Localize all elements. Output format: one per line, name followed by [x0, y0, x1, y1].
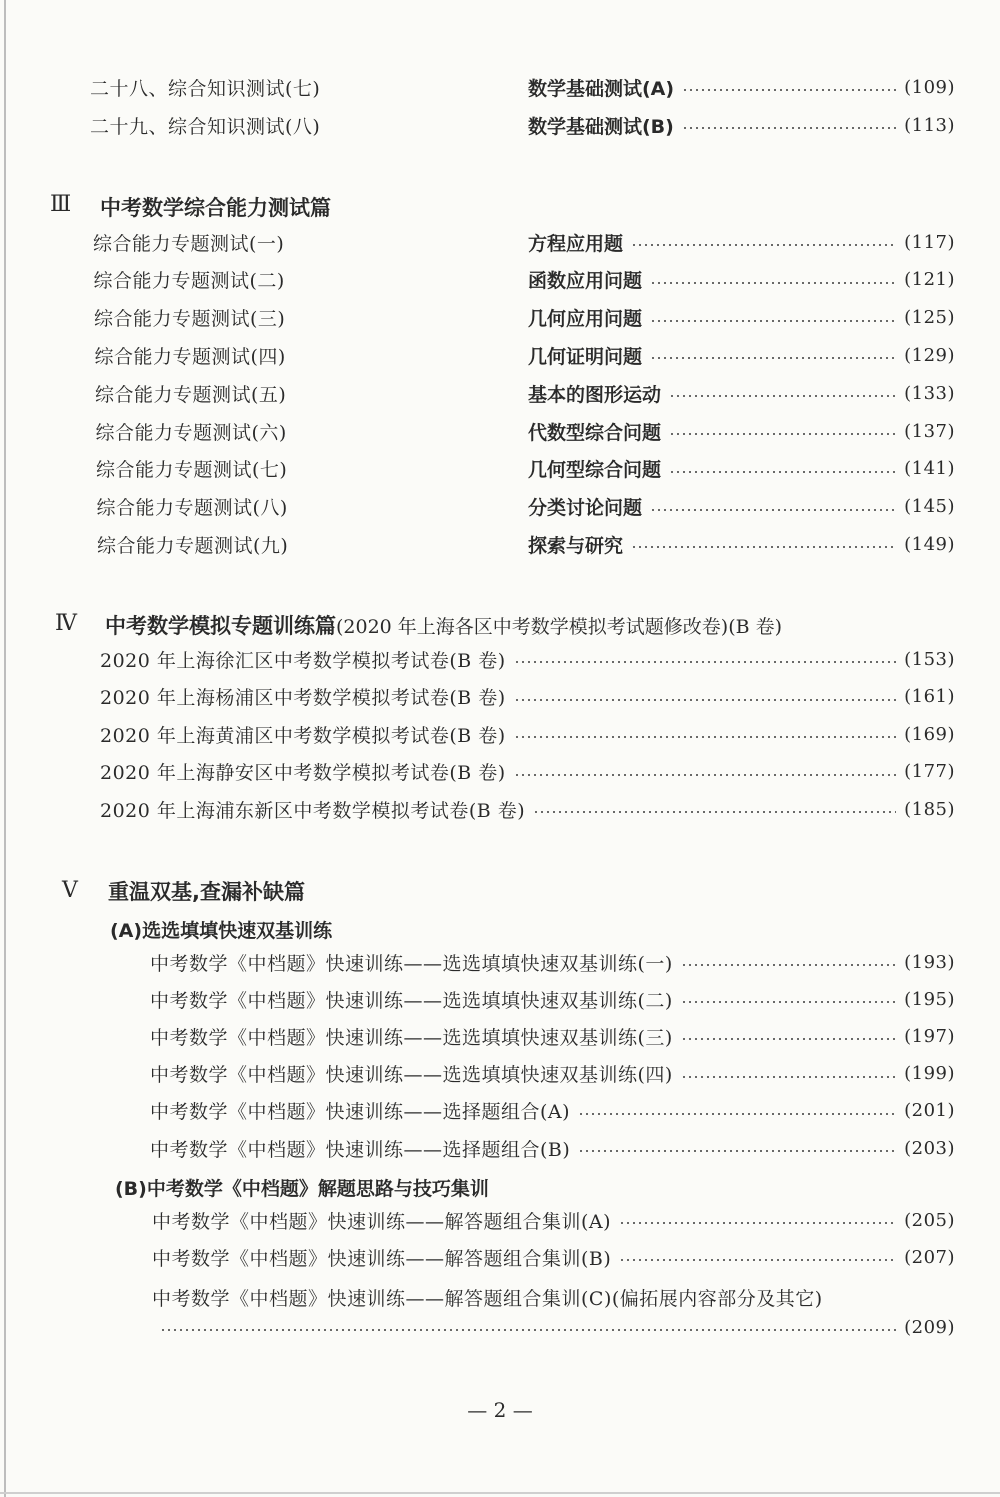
toc-row: [0, 680, 1000, 714]
page-number: (197): [904, 1025, 955, 1047]
dot-leader: [669, 433, 896, 435]
toc-entry[interactable]: [528, 414, 955, 448]
toc-entry-title: 二十八、综合知识测试(七): [90, 77, 321, 100]
page-number: (145): [904, 496, 955, 518]
section-title: 重温双基,查漏补缺篇: [108, 880, 305, 904]
subsection-heading-row: [0, 912, 1000, 946]
toc-entry[interactable]: [528, 225, 955, 259]
dot-leader: [514, 661, 896, 663]
toc-row: [0, 755, 1000, 789]
toc-row: [0, 982, 1000, 1016]
page-number: (117): [904, 231, 955, 253]
toc-entry-title: 中考数学《中档题》快速训练——选择题组合(B): [150, 1138, 571, 1161]
dot-leader: [669, 395, 896, 397]
toc-entry-title: 中考数学《中档题》快速训练——选选填填快速双基训练(三): [150, 1026, 673, 1049]
toc-entry-title: 综合能力专题测试(二): [93, 270, 285, 293]
toc-entry[interactable]: [528, 70, 955, 104]
toc-entry[interactable]: [152, 1240, 955, 1274]
dot-leader: [681, 1076, 896, 1078]
toc-entry-title: 中考数学《中档题》快速训练——解答题组合集训(A): [152, 1210, 612, 1233]
dot-leader: [681, 1038, 896, 1040]
dot-leader: [682, 89, 896, 91]
toc-row: [0, 717, 1000, 751]
toc-row: [0, 1094, 1000, 1128]
toc-row: [0, 642, 1000, 676]
dot-leader: [619, 1259, 896, 1261]
toc-row: [0, 1240, 1000, 1274]
toc-entry[interactable]: [528, 452, 955, 486]
toc-entry-title: 探索与研究: [528, 534, 624, 557]
toc-row: [0, 1131, 1000, 1165]
page-number: (149): [904, 533, 955, 555]
toc-entry-title: 二十九、综合知识测试(八): [90, 115, 321, 138]
toc-entry-title: 函数应用问题: [528, 270, 643, 293]
toc-entry[interactable]: [100, 717, 955, 751]
toc-entry-title: 中考数学《中档题》快速训练——选选填填快速双基训练(二): [150, 989, 673, 1012]
dot-leader: [650, 509, 896, 511]
subsection-heading: (A)选选填填快速双基训练: [110, 919, 333, 942]
page-number: (203): [904, 1137, 955, 1159]
toc-row: [0, 1310, 1000, 1344]
section-number: Ⅴ: [62, 878, 78, 903]
toc-entry-title: 分类讨论问题: [528, 497, 643, 520]
page-number: (199): [904, 1063, 955, 1085]
toc-entry[interactable]: [528, 376, 955, 410]
toc-entry[interactable]: [150, 1094, 955, 1128]
toc-entry-title: 综合能力专题测试(九): [97, 534, 289, 557]
dot-leader: [631, 244, 896, 246]
dot-leader: [533, 811, 896, 813]
page-number: (193): [904, 951, 955, 973]
toc-entry-title: 基本的图形运动: [528, 383, 662, 406]
dot-leader: [682, 127, 896, 129]
toc-row: [0, 70, 1000, 104]
toc-row: [0, 1057, 1000, 1091]
toc-row: [0, 108, 1000, 142]
toc-row: [0, 1280, 1000, 1314]
section-title-main: 中考数学模拟专题训练篇: [105, 614, 336, 638]
toc-entry-title: 综合能力专题测试(一): [93, 232, 285, 255]
toc-row: [0, 527, 1000, 561]
page-number: (109): [904, 76, 955, 98]
toc-entry[interactable]: [150, 1019, 955, 1053]
toc-entry[interactable]: [528, 490, 955, 524]
page-number: (141): [904, 458, 955, 480]
dot-leader: [650, 357, 896, 359]
toc-row: [0, 945, 1000, 979]
page-number: (209): [904, 1316, 955, 1338]
page-number: (201): [904, 1100, 955, 1122]
toc-entry[interactable]: [528, 263, 955, 297]
toc-entry-title: 中考数学《中档题》快速训练——选择题组合(A): [150, 1101, 571, 1124]
toc-entry[interactable]: [150, 1057, 955, 1091]
toc-entry-title: 2020 年上海浦东新区中考数学模拟考试卷(B 卷): [100, 799, 526, 822]
toc-entry-title: 2020 年上海静安区中考数学模拟考试卷(B 卷): [100, 762, 506, 784]
dot-leader: [669, 471, 896, 473]
page-number: (195): [904, 988, 955, 1010]
toc-entry[interactable]: [160, 1310, 955, 1344]
toc-entry[interactable]: [100, 642, 955, 676]
toc-entry-title: 方程应用题: [528, 232, 624, 255]
toc-entry[interactable]: [528, 108, 955, 142]
toc-entry-title: 2020 年上海徐汇区中考数学模拟考试卷(B 卷): [100, 649, 506, 672]
page-number: (153): [904, 648, 955, 670]
dot-leader: [681, 1001, 896, 1003]
toc-entry-title: 2020 年上海黄浦区中考数学模拟考试卷(B 卷): [100, 724, 506, 747]
toc-entry-title: 几何型综合问题: [528, 459, 662, 482]
toc-row: [0, 376, 1000, 410]
toc-entry-title: 综合能力专题测试(八): [96, 497, 288, 520]
toc-entry[interactable]: [528, 338, 955, 372]
toc-entry-title: 数学基础测试(A): [528, 77, 675, 100]
bottom-border-line: [0, 1492, 1000, 1494]
toc-row: [0, 1203, 1000, 1237]
dot-leader: [650, 282, 896, 284]
toc-entry[interactable]: [150, 1131, 955, 1165]
toc-entry[interactable]: [100, 680, 955, 714]
dot-leader: [514, 774, 896, 776]
dot-leader: [578, 1113, 896, 1115]
toc-row: [0, 301, 1000, 335]
section-number: Ⅳ: [55, 611, 77, 636]
toc-entry-title: 中考数学《中档题》快速训练——解答题组合集训(C)(偏拓展内容部分及其它): [152, 1287, 823, 1310]
toc-entry-title: 中考数学《中档题》快速训练——选选填填快速双基训练(四): [150, 1064, 673, 1087]
toc-row: [0, 225, 1000, 259]
toc-entry-title: 中考数学《中档题》快速训练——选选填填快速双基训练(一): [150, 952, 673, 975]
page-number: (137): [904, 420, 955, 442]
toc-entry-title: 综合能力专题测试(七): [96, 459, 288, 482]
toc-entry-title: 中考数学《中档题》快速训练——解答题组合集训(B): [152, 1247, 612, 1270]
toc-row: [0, 490, 1000, 524]
page-number: (205): [904, 1209, 955, 1231]
toc-entry-title: 综合能力专题测试(五): [95, 383, 287, 406]
subsection-heading: (B)中考数学《中档题》解题思路与技巧集训: [115, 1177, 489, 1200]
toc-entry-title: 几何应用问题: [528, 308, 643, 331]
dot-leader: [631, 546, 896, 548]
toc-entry-title: 综合能力专题测试(四): [94, 345, 286, 368]
page-number: (125): [904, 307, 955, 329]
page-number: (169): [904, 723, 955, 745]
toc-entry-title: 代数型综合问题: [528, 421, 662, 444]
toc-entry[interactable]: [528, 527, 955, 561]
page-number: (185): [904, 798, 955, 820]
toc-entry[interactable]: [150, 982, 955, 1016]
dot-leader: [619, 1222, 896, 1224]
toc-entry[interactable]: [100, 755, 955, 789]
section-subtitle: (2020 年上海各区中考数学模拟考试题修改卷)(B 卷): [336, 616, 783, 638]
toc-row: [0, 1019, 1000, 1053]
page-number: (177): [904, 761, 955, 782]
page-number: (121): [904, 269, 955, 291]
toc-entry-title: 几何证明问题: [528, 345, 643, 368]
page-number: (133): [904, 382, 955, 404]
toc-entry[interactable]: [150, 945, 955, 979]
toc-row: [0, 414, 1000, 448]
section-title: [105, 610, 782, 640]
dot-leader: [650, 320, 896, 322]
section-title: 中考数学综合能力测试篇: [100, 196, 331, 220]
dot-leader: [514, 736, 896, 738]
page-number: (129): [904, 344, 955, 366]
toc-entry-title: 2020 年上海杨浦区中考数学模拟考试卷(B 卷): [100, 687, 506, 709]
toc-entry-title: 数学基础测试(B): [528, 115, 674, 138]
section-number: Ⅲ: [50, 192, 72, 217]
dot-leader: [681, 964, 896, 966]
dot-leader: [160, 1329, 896, 1331]
toc-row: [0, 263, 1000, 297]
subsection-heading-row: [0, 1170, 1000, 1204]
toc-entry[interactable]: [528, 301, 955, 335]
page-number: (161): [904, 686, 955, 707]
toc-entry-title: 综合能力专题测试(三): [94, 308, 286, 331]
toc-row: [0, 452, 1000, 486]
toc-entry[interactable]: [100, 792, 955, 826]
page-number: (113): [904, 114, 955, 136]
toc-row: [0, 338, 1000, 372]
page-number: (207): [904, 1246, 955, 1268]
page-footer: — 2 —: [467, 1398, 533, 1422]
toc-entry[interactable]: [152, 1203, 955, 1237]
toc-row: [0, 792, 1000, 826]
toc-entry-title: 综合能力专题测试(六): [95, 421, 287, 444]
dot-leader: [514, 699, 896, 701]
dot-leader: [578, 1150, 896, 1152]
